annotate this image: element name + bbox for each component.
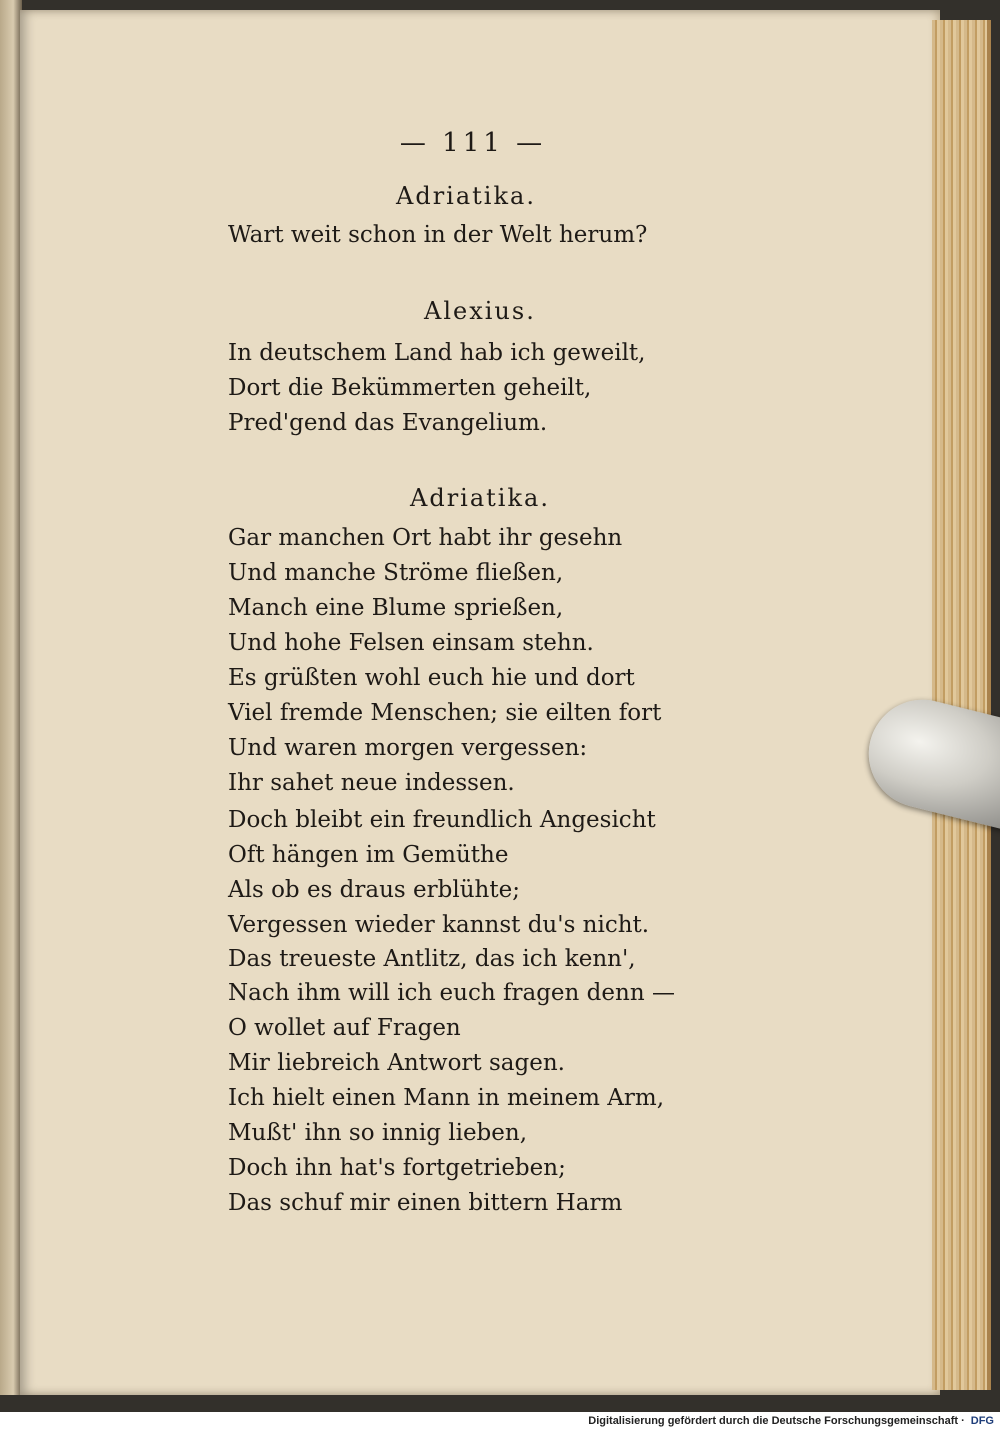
- verse-line: Dort die Bekümmerten geheilt,: [228, 375, 592, 401]
- verse-line: Es grüßten wohl euch hie und dort: [228, 665, 635, 691]
- dfg-logo: DFG: [970, 1415, 994, 1427]
- footer-credit: Digitalisierung gefördert durch die Deutsche Forschungsgemeinschaft ·: [588, 1415, 965, 1427]
- speaker-label: Alexius.: [424, 297, 536, 325]
- verse-line: Mußt' ihn so innig lieben,: [228, 1120, 528, 1146]
- verse-line: Wart weit schon in der Welt herum?: [228, 222, 648, 248]
- verse-line: Nach ihm will ich euch fragen denn —: [228, 980, 675, 1006]
- verse-line: Das treueste Antlitz, das ich kenn',: [228, 946, 636, 972]
- verse-line: Vergessen wieder kannst du's nicht.: [228, 912, 650, 938]
- verse-line: Viel fremde Menschen; sie eilten fort: [228, 700, 662, 726]
- verse-line: Und waren morgen vergessen:: [228, 735, 588, 761]
- left-page-edge: [0, 0, 22, 1395]
- verse-line: Und hohe Felsen einsam stehn.: [228, 630, 594, 656]
- verse-line: In deutschem Land hab ich geweilt,: [228, 340, 646, 366]
- verse-line: O wollet auf Fragen: [228, 1015, 461, 1041]
- verse-line: Mir liebreich Antwort sagen.: [228, 1050, 565, 1076]
- verse-line: Doch bleibt ein freundlich Angesicht: [228, 807, 656, 833]
- verse-line: Und manche Ströme fließen,: [228, 560, 564, 586]
- verse-line: Als ob es draus erblühte;: [228, 877, 520, 903]
- verse-line: Oft hängen im Gemüthe: [228, 842, 509, 868]
- speaker-label: Adriatika.: [410, 484, 550, 512]
- verse-line: Ihr sahet neue indessen.: [228, 770, 515, 796]
- verse-line: Pred'gend das Evangelium.: [228, 410, 548, 436]
- verse-line: Ich hielt einen Mann in meinem Arm,: [228, 1085, 665, 1111]
- page-number: — 111 —: [399, 128, 547, 158]
- verse-line: Gar manchen Ort habt ihr gesehn: [228, 525, 623, 551]
- verse-line: Manch eine Blume sprießen,: [228, 595, 564, 621]
- verse-line: Doch ihn hat's fortgetrieben;: [228, 1155, 566, 1181]
- footer-bar: [0, 1412, 1000, 1431]
- verse-line: Das schuf mir einen bittern Harm: [228, 1190, 623, 1216]
- speaker-label: Adriatika.: [396, 182, 536, 210]
